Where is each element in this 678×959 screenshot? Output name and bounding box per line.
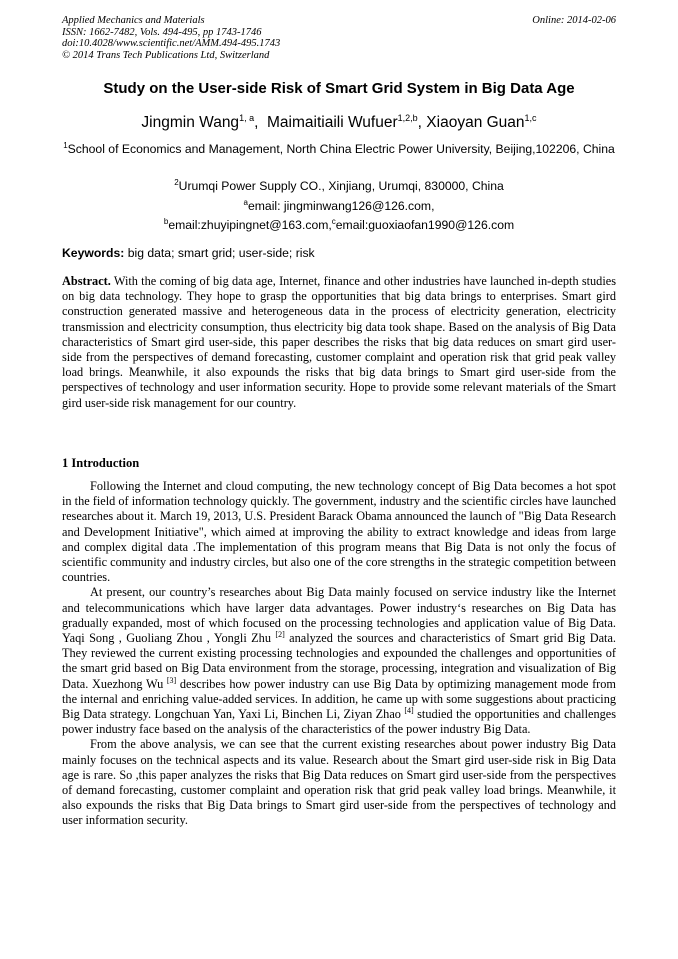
doi-line[interactable]: doi:10.4028/www.scientific.net/AMM.494-495.1743 <box>62 38 281 49</box>
citation-ref[interactable]: [3] <box>166 675 177 685</box>
email-block <box>62 195 616 233</box>
author-name: Maimaitiaili Wufuer <box>267 114 398 132</box>
author-superscript: 1,2,b <box>397 113 418 123</box>
affiliation-text: School of Economics and Management, North China Electric Power University, Beijing,102206, China <box>67 142 615 157</box>
paper-title: Study on the User-side Risk of Smart Grid System in Big Data Age <box>103 80 575 97</box>
email-c[interactable]: email:guoxiaofan1990@126.com <box>335 218 515 233</box>
paragraph <box>62 585 616 737</box>
introduction-body <box>62 479 616 829</box>
citation-ref[interactable]: [4] <box>404 705 414 715</box>
email-marker: b <box>163 217 169 227</box>
paragraph-text: analyzed the sources and characteristics of Smart grid Big Data. They reviewed the current existing processing technologies and expounded the challenges and opportunities of the smart grid based on Big Data environment from the storage, processing, integration and visualization of Big Data. Xuezhong Wu <box>62 631 616 691</box>
author-name: Xiaoyan Guan <box>426 114 525 132</box>
journal-header <box>62 15 616 61</box>
abstract <box>62 274 616 411</box>
abstract-text: With the coming of big data age, Internet, finance and other industries have launched in-depth studies on big data technology. They hope to grasp the opportunities that big data brings to enterprises. Smart gird construction generated massive and heterogeneous data in the process of electricity generation, electricity transmission and electricity consumption, thus electricity big data took shape. Based on the analysis of Big Data characteristics of Smart gird user-side, this paper describes the risks that big data reduces on smart gird user-side from the perspectives of demand forecasting, customer complaint and operation risk that grid peak valley load brings. Meanwhile, it also expounds the risks that big data brings to Smart gird user-side from the perspectives of technology and user information security. Hope to provide some relevant materials of the Smart gird user-side risk management for our country. <box>62 274 616 410</box>
keywords-label: Keywords: <box>62 246 125 260</box>
online-date: Online: 2014-02-06 <box>532 15 616 26</box>
section-heading: 1 Introduction <box>62 456 140 470</box>
keywords <box>62 246 616 260</box>
journal-name: Applied Mechanics and Materials <box>62 15 205 26</box>
issn-line: ISSN: 1662-7482, Vols. 494-495, pp 1743-1746 <box>62 26 262 38</box>
affiliation-text: Urumqi Power Supply CO., Xinjiang, Urumqi, 830000, China <box>178 179 504 194</box>
paragraph: Following the Internet and cloud computing, the new technology concept of Big Data becomes a hot spot in the field of information technology quickly. The government, industry and the scientific circles have launched researches about it. March 19, 2013, U.S. President Barack Obama announced the launch of "Big Data Research and Development Initiative", which aimed at improving the ability to extract knowledge and ideas from large and complex digital data .The implementation of this program means that Big Data is not only the focus of scientific community and industry circles, but also one of the core strengths in the strategic competition between countries. <box>62 479 616 585</box>
email-b[interactable]: email:zhuyipingnet@163.com, <box>168 218 332 233</box>
author-superscript: 1, a <box>239 113 255 123</box>
affiliation-marker: 2 <box>174 178 179 187</box>
affiliation-marker: 1 <box>63 141 68 150</box>
keywords-text: big data; smart grid; user-side; risk <box>127 246 315 260</box>
affiliation-2 <box>62 175 616 194</box>
citation-ref[interactable]: [2] <box>275 629 285 639</box>
author-list: Jingmin Wang$^{1, a}$, Maimaitiaili Wufuer$^{1,2,b}$, Xiaoyan Guan$^{1,c}$ <box>141 113 537 132</box>
paragraph-text: At present, our country’s researches about Big Data mainly focused on service industry like the Internet and telecommunications which have larger data advantages. Power industry‘s researches on Big Data has gradually expanded, most of which focused on the processing technologies and application value of Big Data. Yaqi Song , Guoliang Zhou , Yongli Zhu <box>62 585 616 646</box>
email-marker: c <box>331 217 336 227</box>
paragraph: From the above analysis, we can see that the current existing researches about power industry Big Data mainly focuses on the technical aspects and its value. Research about the Smart gird user-side risk in Big Data age is rare. So ,this paper analyzes the risks that Big Data reduces on Smart gird user-side from the perspectives of demand forecasting, customer complaint and operation risk that grid peak valley load brings. Meanwhile, it also expounds the risks that Big Data brings to Smart gird user-side from the perspectives of technology and user information security. <box>62 737 616 828</box>
author-name: Jingmin Wang <box>141 114 240 132</box>
author-superscript: 1,c <box>524 113 537 123</box>
email-a[interactable]: email: jingminwang126@126.com, <box>247 199 435 214</box>
copyright-line: © 2014 Trans Tech Publications Ltd, Switzerland <box>62 49 270 61</box>
abstract-label: Abstract. <box>62 274 111 288</box>
affiliation-1 <box>62 138 616 157</box>
paragraph-text: describes how power industry can use Big Data by optimizing management mode from the internal and enriching value-added services. In addition, he came up with some suggestions about practicing Big Data strategy. Longchuan Yan, Yaxi Li, Binchen Li, Ziyan Zhao <box>62 676 616 722</box>
email-marker: a <box>243 198 248 207</box>
paragraph-text: studied the opportunities and challenges power industry face based on the analysis of the characteristics of the power industry Big Data. <box>62 707 616 737</box>
